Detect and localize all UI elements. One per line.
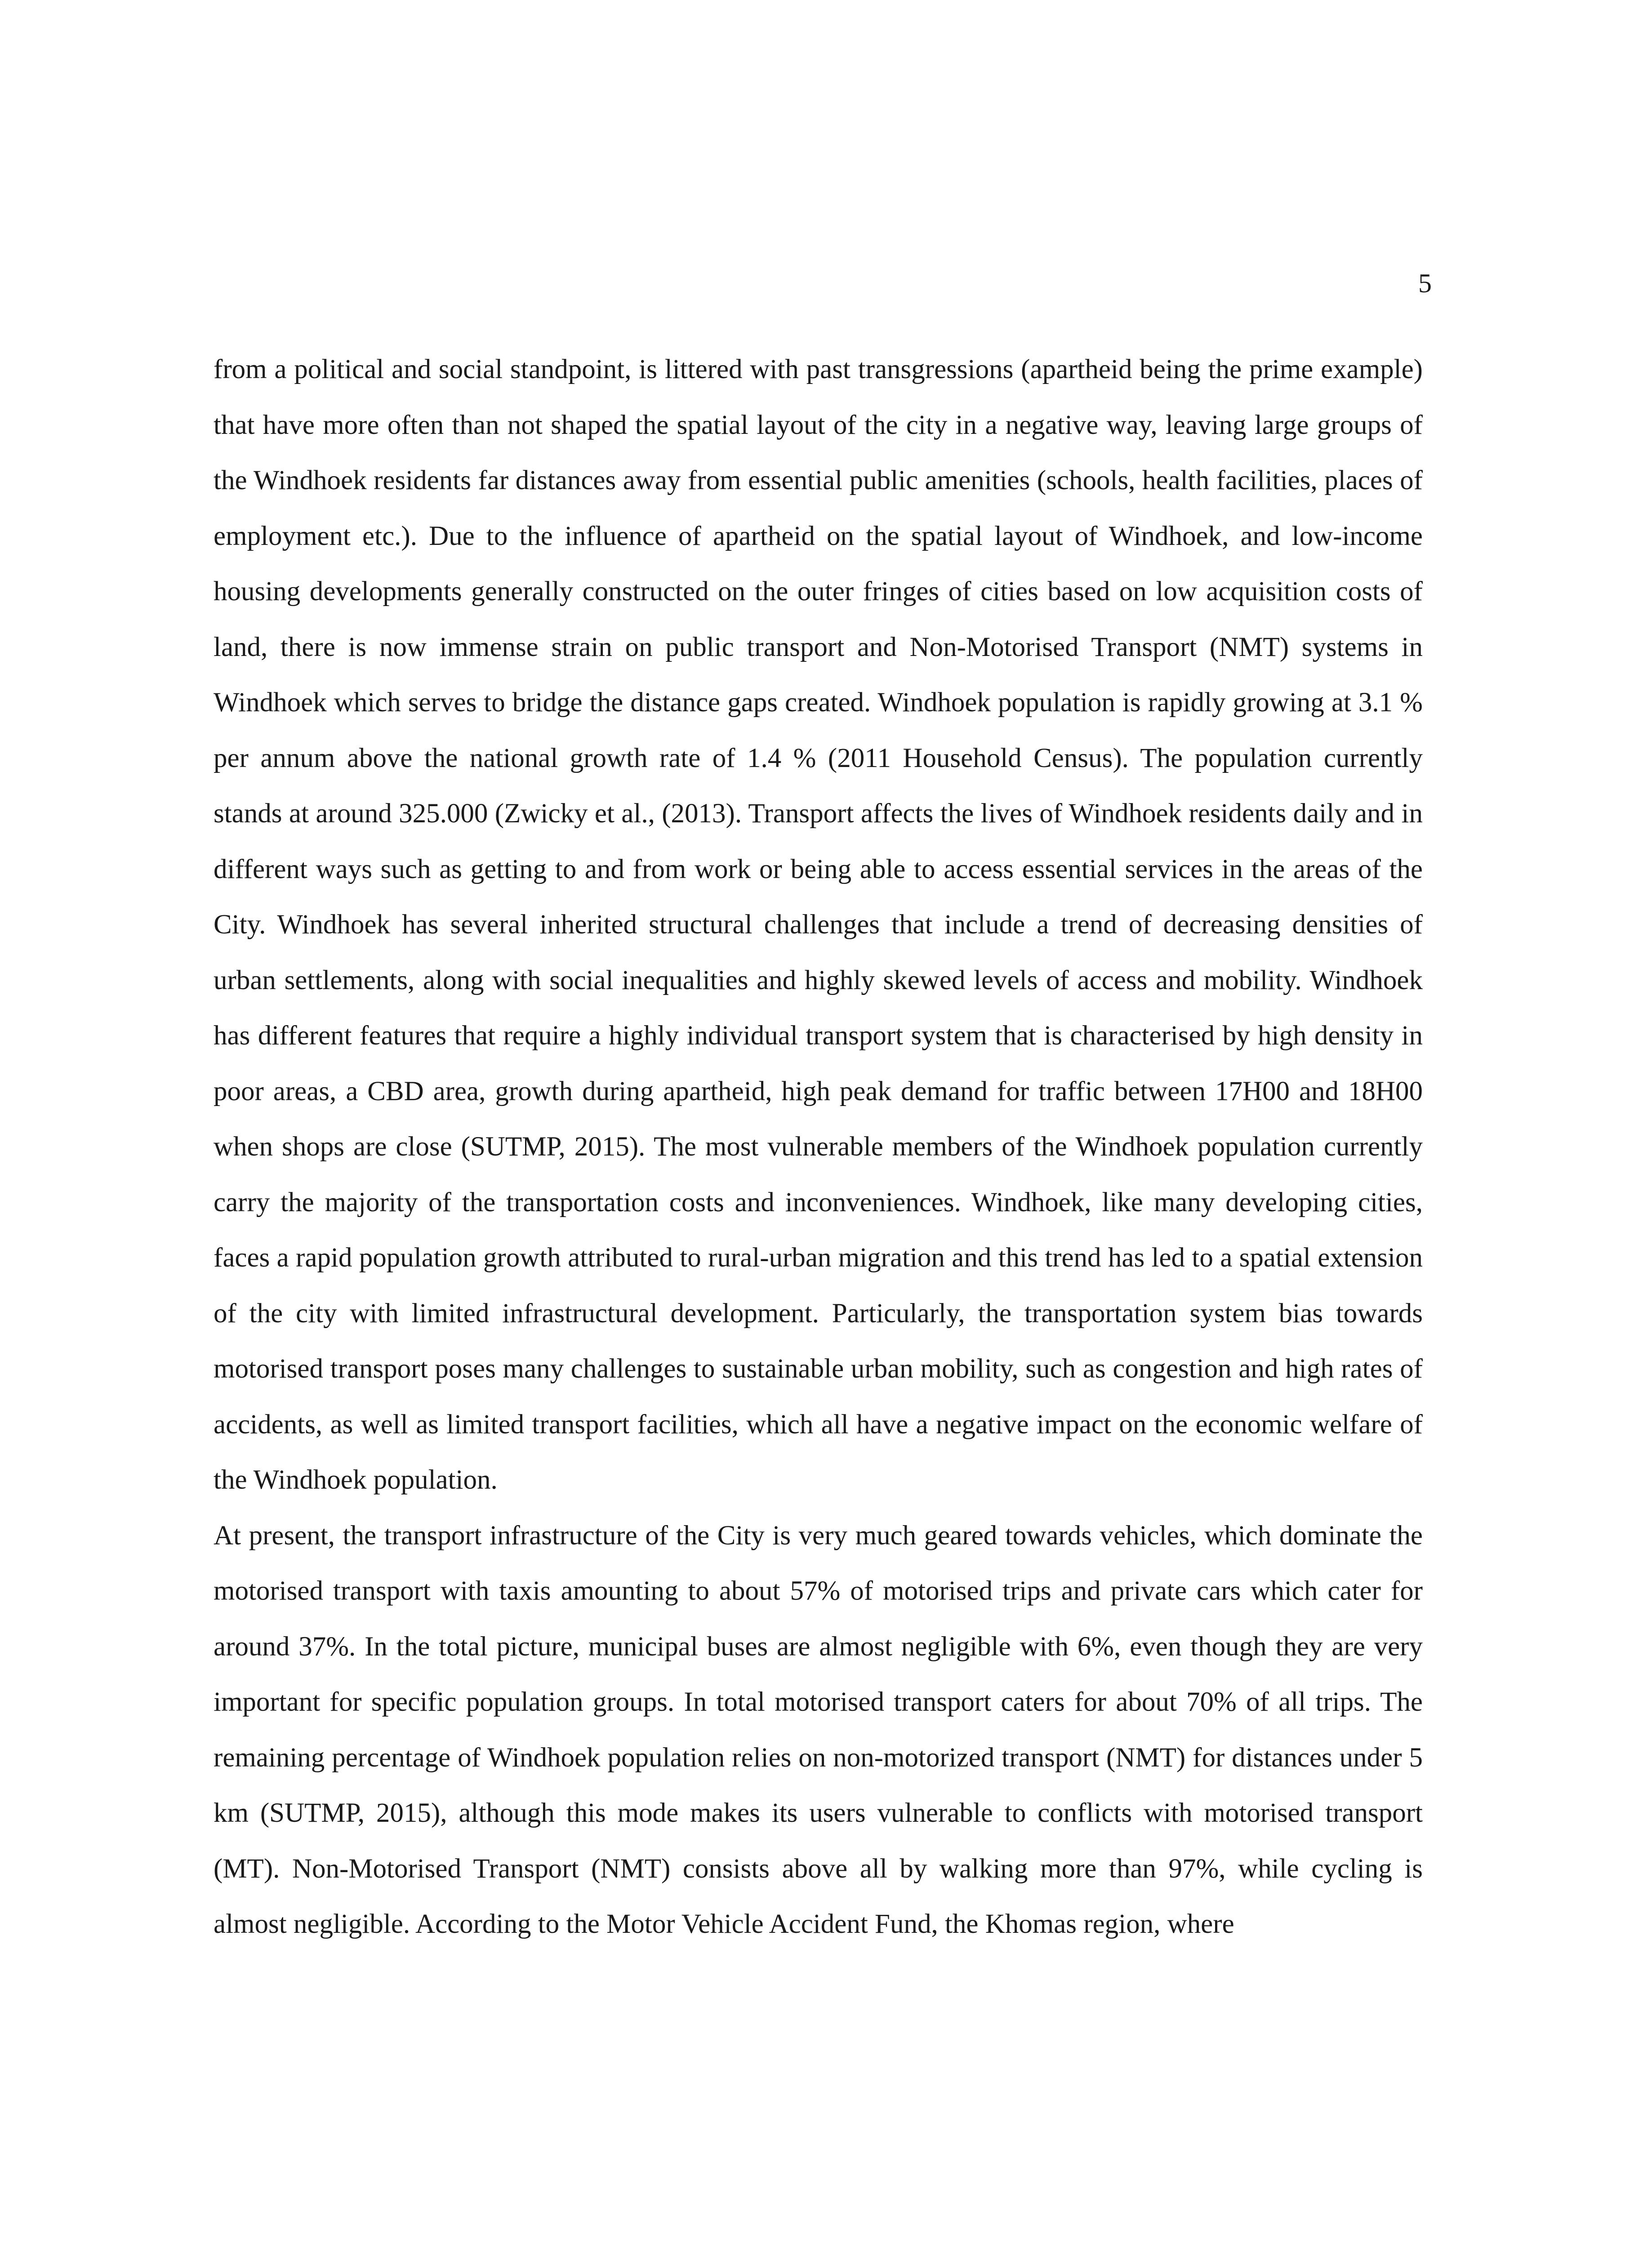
paragraph-2: At present, the transport infrastructure of the City is very much geared towards vehicles, which dominate the motorised transport with taxis amounting to about 57% of motorised trips and private cars which cater for around 37%. In the total picture, municipal buses are almost negligible with 6%, even though they are very important for specific population groups. In total motorised transport caters for about 70% of all trips. The remaining percentage of Windhoek population relies on non-motorized transport (NMT) for distances under 5 km (SUTMP, 2015), although this mode makes its users vulnerable to conflicts with motorised transport (MT). Non-Motorised Transport (NMT) consists above all by walking more than 97%, while cycling is almost negligible. According to the Motor Vehicle Accident Fund, the Khomas region, where xyxy=(214,1520,1423,1939)
body-text xyxy=(214,342,1423,1952)
paragraph-1: from a political and social standpoint, is littered with past transgressions (apartheid being the prime example) that have more often than not shaped the spatial layout of the city in a negative way, leaving large groups of the Windhoek residents far distances away from essential public amenities (schools, health facilities, places of employment etc.). Due to the influence of apartheid on the spatial layout of Windhoek, and low-income housing developments generally constructed on the outer fringes of cities based on low acquisition costs of land, there is now immense strain on public transport and Non-Motorised Transport (NMT) systems in Windhoek which serves to bridge the distance gaps created. Windhoek population is rapidly growing at 3.1 % per annum above the national growth rate of 1.4 % (2011 Household Census). The population currently stands at around 325.000 (Zwicky et al., (2013). Transport affects the lives of Windhoek residents daily and in different ways such as getting to and from work or being able to access essential services in the areas of the City. Windhoek has several inherited structural challenges that include a trend of decreasing densities of urban settlements, along with social inequalities and highly skewed levels of access and mobility. Windhoek has different features that require a highly individual transport system that is characterised by high density in poor areas, a CBD area, growth during apartheid, high peak demand for traffic between 17H00 and 18H00 when shops are close (SUTMP, 2015). The most vulnerable members of the Windhoek population currently carry the majority of the transportation costs and inconveniences. Windhoek, like many developing cities, faces a rapid population growth attributed to rural-urban migration and this trend has led to a spatial extension of the city with limited infrastructural development. Particularly, the transportation system bias towards motorised transport poses many challenges to sustainable urban mobility, such as congestion and high rates of accidents, as well as limited transport facilities, which all have a negative impact on the economic welfare of the Windhoek population. xyxy=(214,354,1423,1495)
page-number: 5 xyxy=(1418,268,1432,298)
